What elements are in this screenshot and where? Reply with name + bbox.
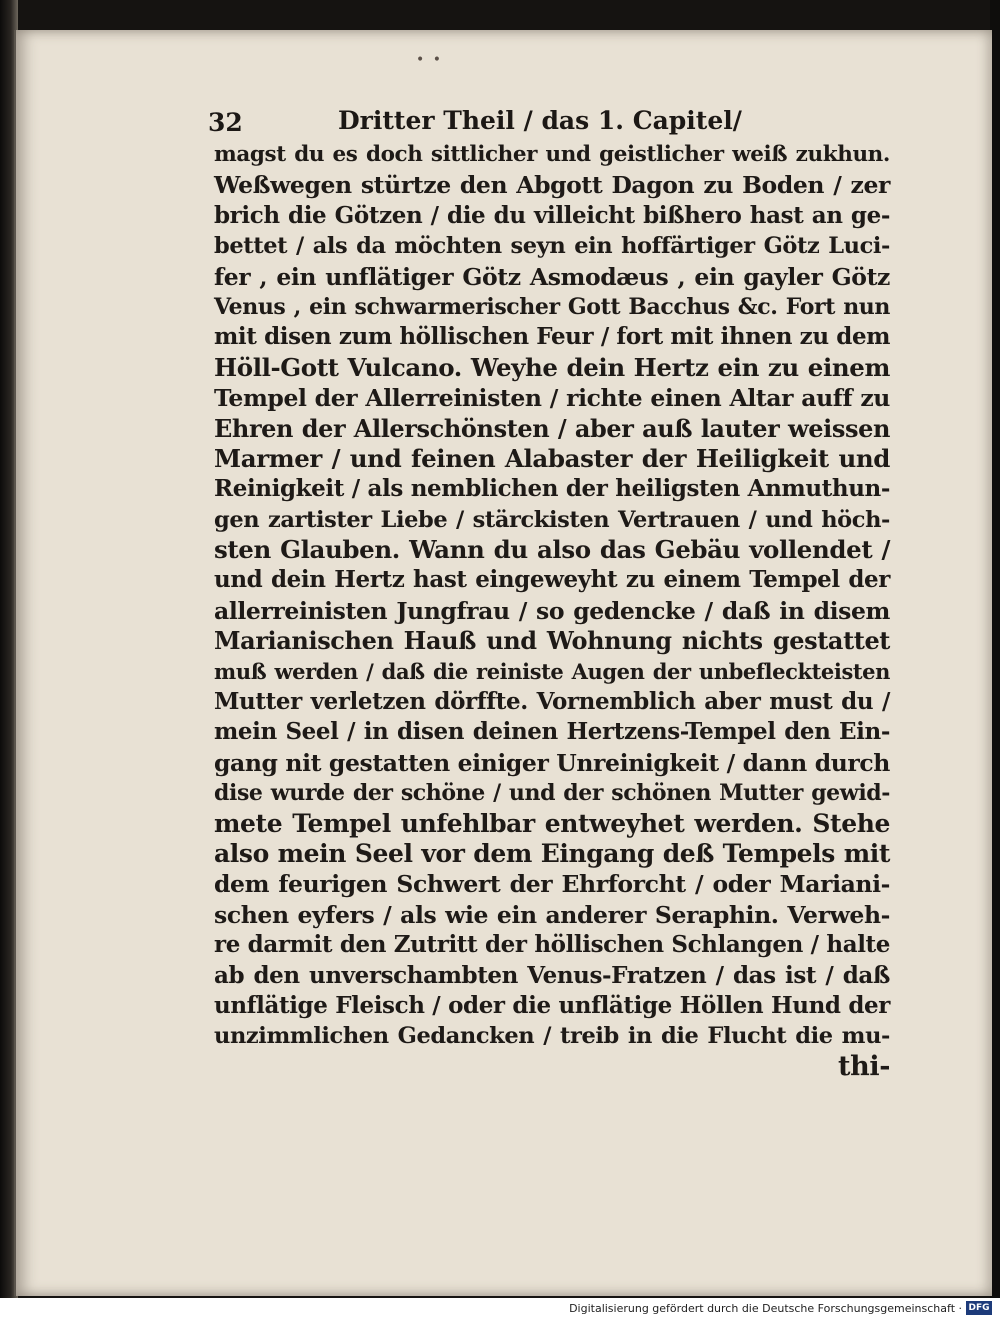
body-text: [214, 140, 890, 1082]
text-line: schen eyfers / als wie ein anderer Seraphin. Verweh-: [214, 900, 890, 929]
text-line: mit disen zum höllischen Feur / fort mit ihnen zu dem: [214, 323, 891, 351]
printer-ornament-icon: • •: [416, 52, 443, 68]
dfg-logo-icon: DFG: [966, 1301, 992, 1315]
running-head: [208, 104, 888, 140]
text-line: Höll-Gott Vulcano. Weyhe dein Hertz ein zu einem: [214, 352, 890, 382]
text-line: Marmer / und feinen Alabaster der Heiligkeit und: [214, 443, 890, 473]
text-line: Venus , ein schwarmerischer Gott Bacchus &c. Fort nun: [214, 293, 890, 320]
page-number: 32: [208, 108, 243, 137]
funding-credit: Digitalisierung gefördert durch die Deutsche Forschungsgemeinschaft ·: [569, 1302, 962, 1315]
text-line: Ehren der Allerschönsten / aber auß lauter weissen: [214, 413, 890, 443]
text-line: allerreinisten Jungfrau / so gedencke / daß in disem: [214, 596, 890, 625]
chapter-header: Dritter Theil / das 1. Capitel/: [338, 106, 742, 135]
text-line: unzimmlichen Gedancken / treib in die Flucht die mu-: [214, 1023, 890, 1050]
text-line: gen zartister Liebe / stärckisten Vertrauen / und höch-: [214, 506, 890, 533]
text-line: dise wurde der schöne / und der schönen Mutter gewid-: [214, 780, 890, 807]
text-line: Tempel der Allerreinisten / richte einen Altar auff zu: [214, 384, 890, 413]
text-line: Mutter verletzen dörffte. Vornemblich aber must du /: [214, 688, 890, 716]
text-line: muß werden / daß die reiniste Augen der unbefleckteisten: [214, 658, 890, 684]
text-line: sten Glauben. Wann du also das Gebäu vollendet /: [214, 535, 890, 565]
text-line: re darmit den Zutritt der höllischen Schlangen / halte: [214, 931, 890, 959]
text-line: bettet / als da möchten seyn ein hoffärtiger Götz Luci-: [214, 233, 890, 260]
text-line: Marianischen Hauß und Wohnung nichts gestattet: [214, 626, 890, 656]
text-line: brich die Götzen / die du villeicht bißhero hast an ge-: [214, 201, 890, 229]
text-line: Reinigkeit / als nemblichen der heiligsten Anmuthun-: [214, 475, 890, 503]
text-line: unflätige Fleisch / oder die unflätige Höllen Hund der: [214, 991, 890, 1019]
text-line: thi-: [838, 1050, 890, 1082]
text-line: ab den unverschambten Venus-Fratzen / das ist / daß: [214, 961, 890, 989]
text-line: dem feurigen Schwert der Ehrforcht / oder Mariani-: [214, 870, 890, 899]
footer-bar: [0, 1298, 1000, 1319]
text-line: fer , ein unflätiger Götz Asmodæus , ein gayler Götz: [214, 262, 890, 291]
text-line: und dein Hertz hast eingeweyht zu einem Tempel der: [214, 566, 890, 594]
text-line: also mein Seel vor dem Eingang deß Tempels mit: [214, 838, 890, 868]
text-line: gang nit gestatten einiger Unreinigkeit / dann durch: [214, 748, 890, 777]
text-line: mein Seel / in disen deinen Hertzens-Tempel den Ein-: [214, 718, 890, 746]
text-line: mete Tempel unfehlbar entweyhet werden. Stehe: [214, 808, 890, 838]
text-line: Weßwegen stürtze den Abgott Dagon zu Boden / zer: [214, 171, 890, 200]
text-line: magst du es doch sittlicher und geistlicher weiß zukhun.: [214, 142, 890, 167]
